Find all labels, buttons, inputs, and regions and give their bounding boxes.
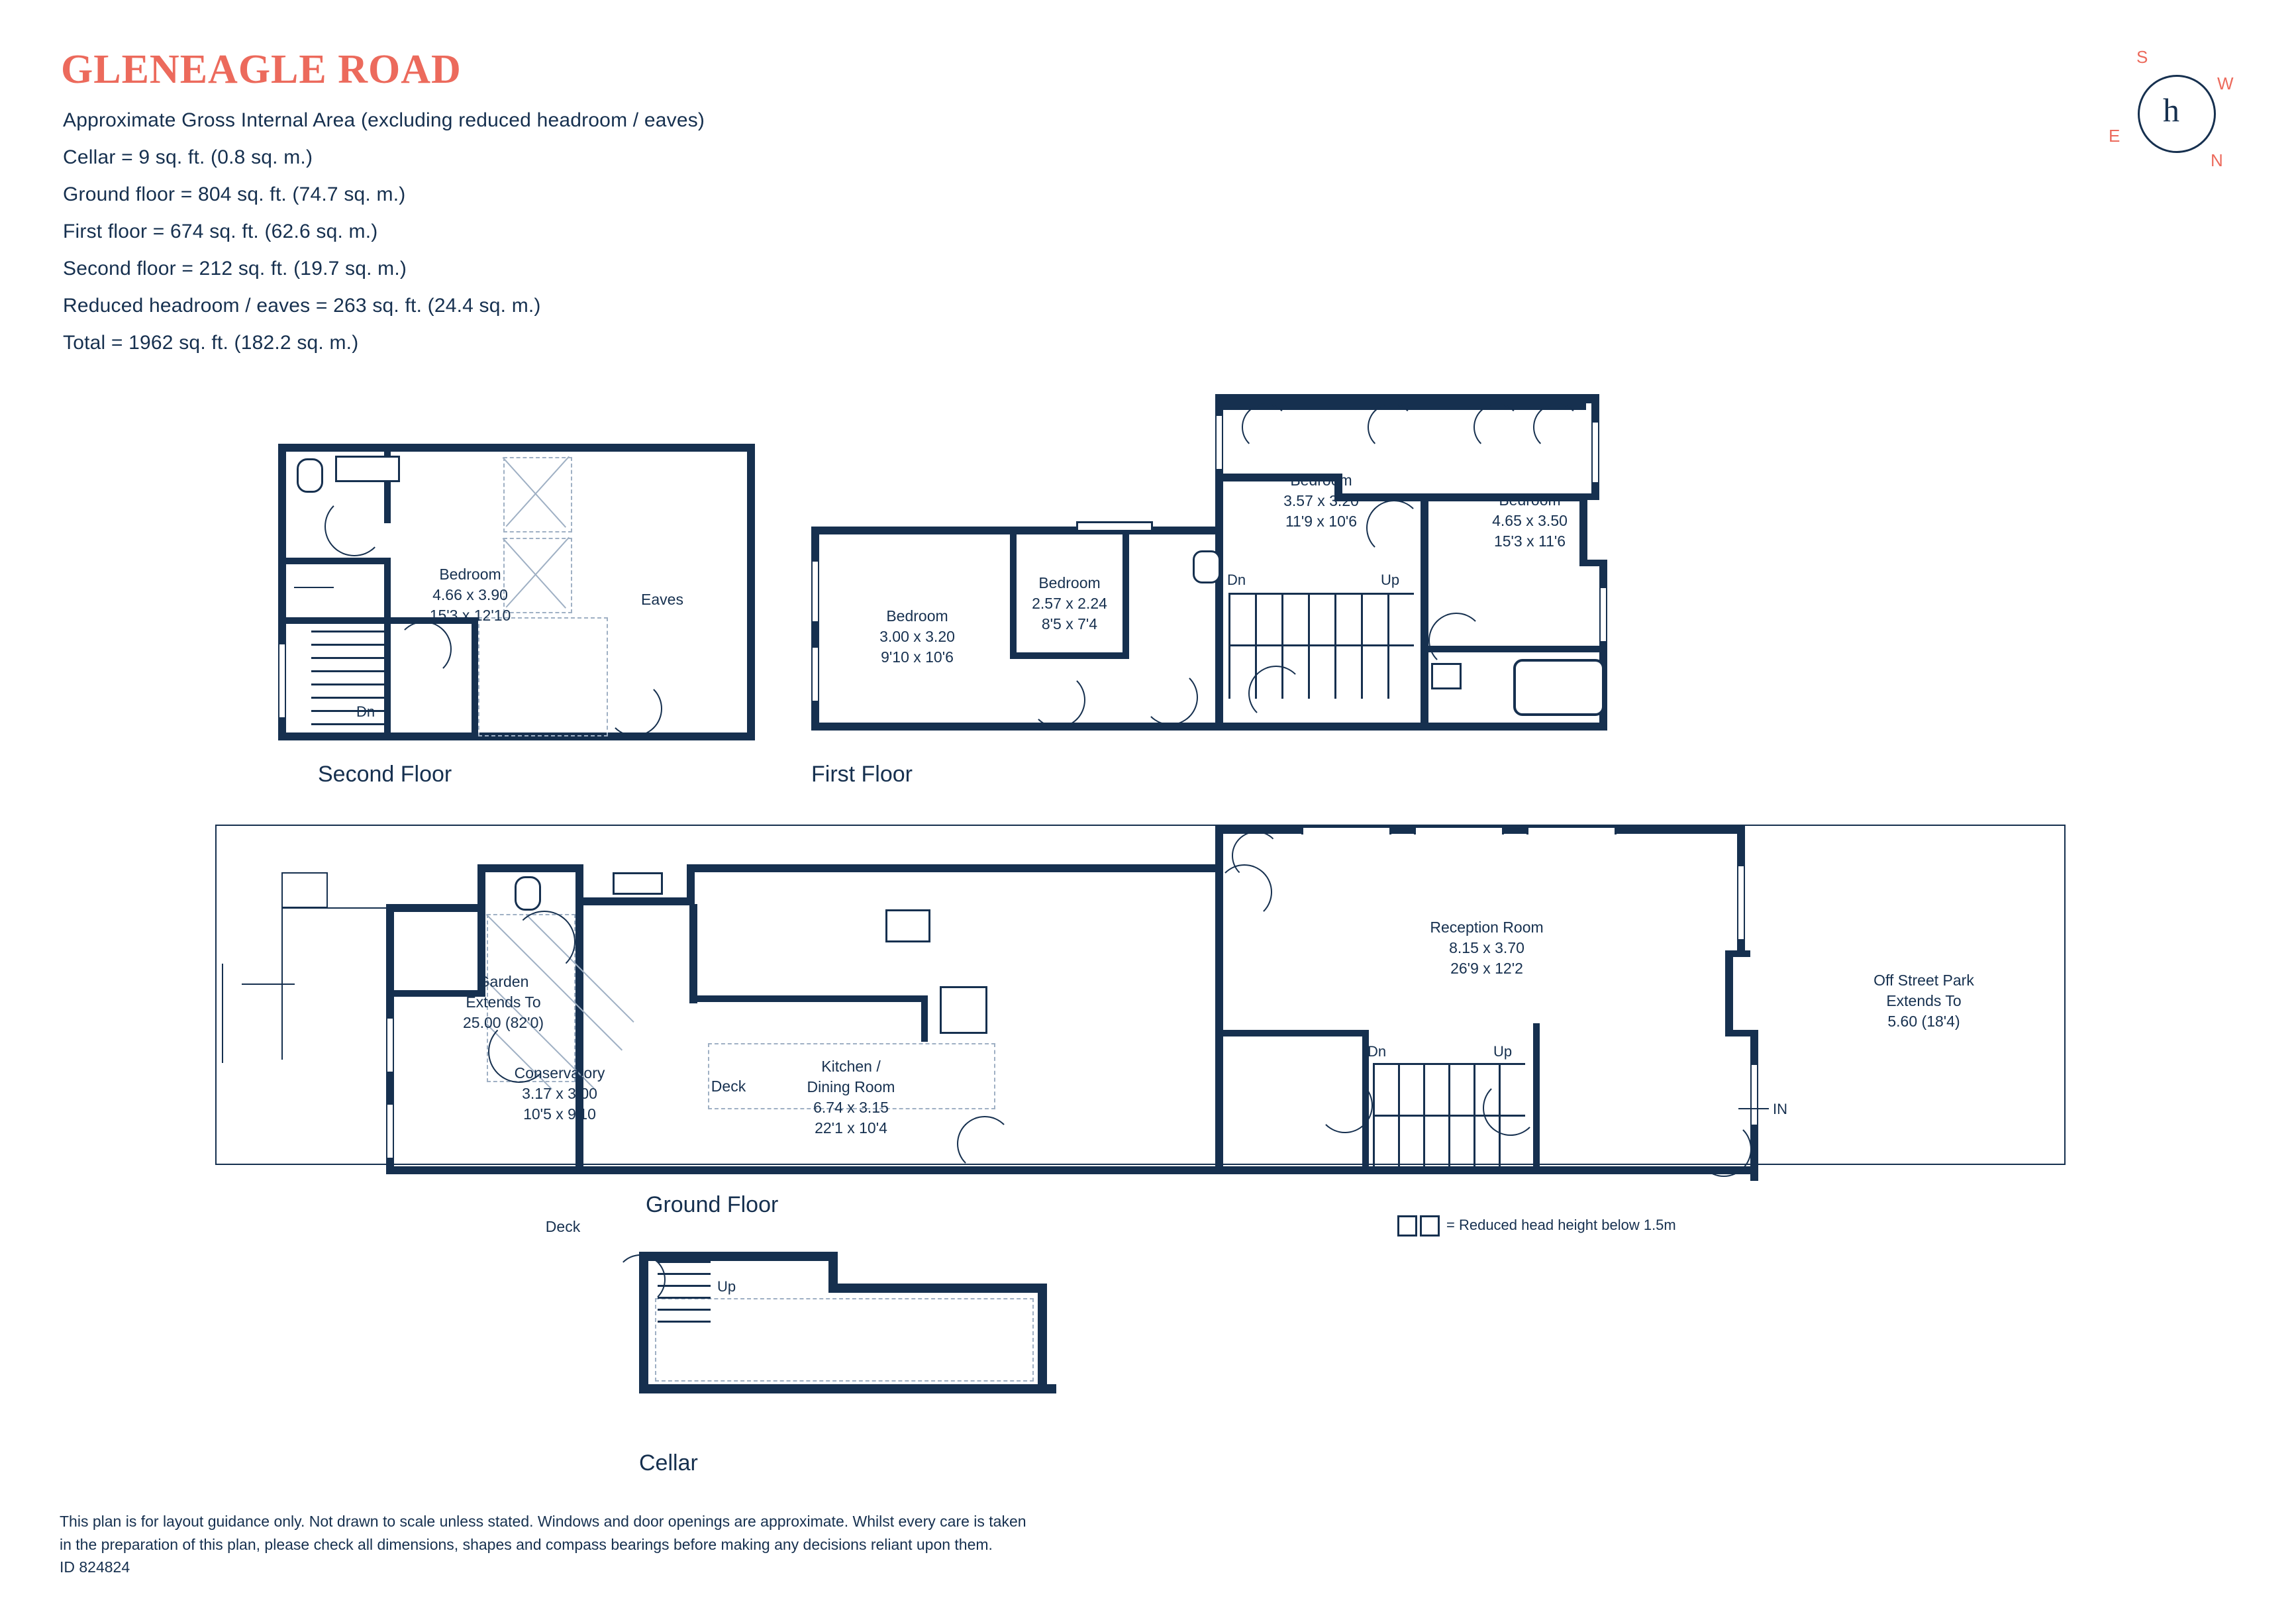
toilet-icon-first: [1193, 550, 1221, 583]
window-bay-1: [1242, 403, 1289, 451]
wall-hall-bottom: [1215, 723, 1421, 731]
window-ground-front-2: [1414, 826, 1504, 834]
wall-g-p6: [921, 995, 928, 1042]
area-cellar: Cellar = 9 sq. ft. (0.8 sq. m.): [63, 146, 313, 168]
window-first-right-2: [1601, 586, 1606, 643]
wall-g-p7: [1215, 864, 1223, 1174]
basin-icon: [335, 456, 400, 482]
deck-step: [281, 872, 328, 908]
area-eaves: Reduced headroom / eaves = 263 sq. ft. (24.4 sq. m.): [63, 295, 541, 317]
bathtub-icon: [1513, 659, 1605, 716]
stairs-up-label-cellar: Up: [717, 1278, 736, 1295]
compass-label-e: E: [2109, 126, 2121, 146]
window-first-top: [1076, 521, 1153, 530]
window-first-mid: [1217, 414, 1222, 471]
wall-mid-vert: [1421, 500, 1428, 731]
window-left: [279, 642, 285, 719]
door-swing-bed1: [1030, 672, 1085, 728]
wall-internal-7: [472, 617, 478, 740]
stairs-down-label-ground: Dn: [1368, 1043, 1387, 1060]
label-garden: Garden Extends To 25.00 (82'0): [462, 973, 544, 1032]
wall-ground-top-2: [477, 864, 583, 872]
wall-g-p5: [689, 995, 928, 1002]
area-second: Second floor = 212 sq. ft. (19.7 sq. m.): [63, 258, 407, 279]
stairs-up-label-ground: Up: [1493, 1043, 1513, 1060]
cellar-dash-region: [655, 1298, 1034, 1382]
garden-line-left: [222, 964, 223, 1063]
label-deck: Deck: [711, 1078, 746, 1095]
disclaimer-line-1: This plan is for layout guidance only. Not drawn to scale unless stated. Windows and door openings are approximate. Whilst every care is taken: [60, 1513, 1026, 1530]
toilet-icon-ground: [515, 876, 541, 911]
wall-cellar-top: [639, 1252, 838, 1261]
stairs-first: [1228, 593, 1414, 699]
first-floor-plan: [811, 394, 1752, 738]
compass-label-s: S: [2136, 47, 2148, 67]
garden-edge: [281, 907, 283, 1060]
wall-ground-notch-1: [1732, 950, 1750, 957]
compass-label-w: W: [2217, 74, 2234, 93]
stairs-down-label-second: Dn: [356, 703, 375, 720]
window-ground-right: [1752, 1063, 1757, 1127]
door-swing-conservatory-2: [513, 911, 575, 973]
toilet-icon: [297, 458, 323, 493]
wall-ground-top-1: [386, 904, 485, 912]
area-summary: [63, 109, 705, 369]
floor-title-first: First Floor: [811, 762, 913, 787]
window-bay-4: [1533, 403, 1581, 451]
window-bay-ground-1: [1232, 831, 1281, 880]
hob-icon: [940, 986, 987, 1034]
wall-ground-top-4: [687, 864, 1223, 872]
garden-arrow: [242, 984, 295, 985]
floor-title-second: Second Floor: [318, 762, 452, 787]
stairs-ground: [1373, 1063, 1525, 1168]
floor-title-ground: Ground Floor: [646, 1192, 779, 1217]
wall-ground-top-3: [575, 897, 695, 905]
compass-label-n: N: [2211, 150, 2223, 170]
label-off-street-park: Off Street Park Extends To 5.60 (18'4): [1873, 972, 1974, 1031]
window-ground-right-2: [1738, 864, 1744, 941]
room-label-bedroom-first-2: Bedroom 2.57 x 2.24 8'5 x 7'4: [1032, 574, 1107, 633]
stairs-up-label-first: Up: [1381, 572, 1400, 588]
room-label-bedroom-second: Bedroom 4.66 x 3.90 15'3 x 12'10: [429, 566, 511, 625]
wall-cellar-left-2: [639, 1305, 648, 1393]
wall-cellar-h1: [828, 1284, 1047, 1293]
wall-left-block-bottom: [811, 723, 1222, 731]
stairs-down-label-first: Dn: [1227, 572, 1246, 588]
wall-g-p4: [689, 904, 697, 1003]
room-label-reception: Reception Room 8.15 x 3.70 26'9 x 12'2: [1430, 919, 1544, 978]
disclaimer-line-2: in the preparation of this plan, please check all dimensions, shapes and compass bearings before making any decisions reliant upon them.: [60, 1535, 993, 1553]
room-label-bedroom-first-4: Bedroom 4.65 x 3.50 15'3 x 11'6: [1492, 491, 1568, 550]
room-label-conservatory: Conservatory 3.17 x 3.00 10'5 x 9'10: [514, 1064, 605, 1123]
legend-box-2: [1420, 1215, 1440, 1237]
eaves-dash-3: [478, 617, 608, 736]
wall-internal-4: [278, 617, 391, 624]
stairs-cellar: [658, 1261, 711, 1322]
room-label-eaves: Eaves: [641, 591, 683, 608]
room-label-kitchen-dining: Kitchen / Dining Room 6.74 x 3.15 22'1 x 10'4: [807, 1058, 895, 1137]
area-ground: Ground floor = 804 sq. ft. (74.7 sq. m.): [63, 183, 406, 205]
window-bay-3: [1473, 403, 1521, 451]
area-total: Total = 1962 sq. ft. (182.2 sq. m.): [63, 332, 359, 354]
door-swing-bathroom: [324, 497, 384, 556]
second-floor-plan: [278, 444, 755, 748]
wall-right-block-bottom: [1421, 723, 1607, 731]
area-subtitle: Approximate Gross Internal Area (excluding reduced headroom / eaves): [63, 109, 705, 131]
wall-ground-right-2: [1725, 950, 1733, 1036]
door-swing-eaves: [607, 681, 662, 736]
wall-top: [278, 444, 755, 452]
door-swing-bed4: [1428, 613, 1484, 668]
legend-box-1: [1397, 1215, 1417, 1237]
wall-partition-2: [1010, 652, 1129, 659]
wall-right: [747, 444, 755, 740]
compass-needle: h: [2163, 91, 2179, 128]
window-bay-2: [1368, 403, 1415, 451]
window-first-right-1: [1593, 421, 1598, 484]
wall-hall-upper: [1215, 474, 1223, 533]
door-swing-landing: [396, 621, 452, 677]
window-first-left-1: [813, 560, 818, 623]
disclaimer: [60, 1510, 1026, 1579]
wall-internal-5: [384, 617, 391, 740]
wall-g-p8: [1215, 1030, 1368, 1036]
basin-icon-ground: [613, 872, 663, 895]
area-first: First floor = 674 sq. ft. (62.6 sq. m.): [63, 221, 378, 242]
window-ground-left-1: [387, 1017, 393, 1074]
window-ground-front-1: [1301, 826, 1391, 834]
wall-cellar-right: [1038, 1284, 1047, 1393]
window-ground-left-2: [387, 1103, 393, 1160]
cellar-plan: [626, 1252, 1083, 1437]
entrance-label: IN: [1773, 1101, 1787, 1117]
floor-title-cellar: Cellar: [639, 1450, 698, 1476]
wall-right-block-top-2: [1288, 394, 1599, 403]
plan-id: ID 824824: [60, 1558, 130, 1576]
legend-text: = Reduced head height below 1.5m: [1446, 1217, 1676, 1233]
door-swing-kitchen: [957, 1116, 1013, 1172]
door-swing-hall-ground: [1317, 1078, 1373, 1133]
room-label-bedroom-first-1: Bedroom 3.00 x 3.20 9'10 x 10'6: [879, 607, 955, 666]
wall-right-step: [1215, 394, 1295, 403]
ground-floor-plan: [215, 825, 2063, 1182]
sink-icon: [885, 909, 930, 942]
arrow-mark: [294, 587, 334, 588]
room-label-bedroom-first-3: Bedroom 3.57 x 3.20 11'9 x 10'6: [1283, 472, 1359, 530]
window-first-left-2: [813, 646, 818, 703]
wall-ground-bottom-1: [386, 1166, 512, 1174]
door-swing-entrance: [1696, 1121, 1752, 1177]
door-swing-bed2: [1142, 670, 1198, 725]
wall-ground-bottom-2: [512, 1166, 1758, 1174]
window-ground-front-3: [1526, 826, 1617, 834]
basin-icon-first: [1431, 663, 1462, 689]
page-title: GLENEAGLE ROAD: [61, 47, 462, 92]
label-deck-text: Deck: [545, 1218, 581, 1235]
wall-cellar-bottom: [639, 1384, 1056, 1393]
wall-internal-2: [278, 558, 391, 564]
compass-rose: [2109, 47, 2238, 176]
entrance-arrow: [1738, 1108, 1769, 1109]
